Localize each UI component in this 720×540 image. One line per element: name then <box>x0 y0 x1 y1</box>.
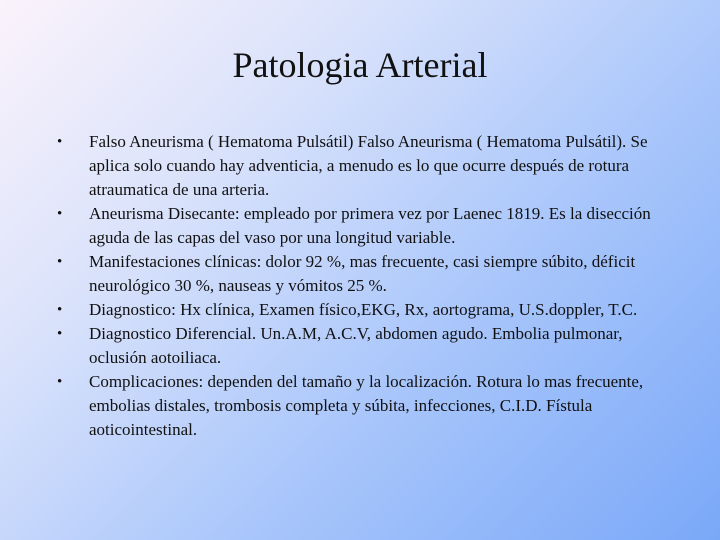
bullet-list <box>56 130 666 442</box>
bullet-point-icon: • <box>57 302 63 318</box>
bullet-text: Falso Aneurisma ( Hematoma Pulsátil) Falso Aneurisma ( Hematoma Pulsátil). Se aplica solo cuando hay adventicia, a menudo es lo que ocurre después de rotura atraumatica de una arteria. <box>89 132 648 199</box>
bullet-text: Manifestaciones clínicas: dolor 92 %, mas frecuente, casi siempre súbito, déficit neurológico 30 %, nauseas y vómitos 25 %. <box>89 252 636 295</box>
bullet-item-1 <box>56 130 666 202</box>
bullet-point-icon: • <box>57 134 63 150</box>
slide-title: Patologia Arterial <box>232 45 488 85</box>
bullet-item-4 <box>56 298 666 322</box>
bullet-point-icon: • <box>57 206 63 222</box>
bullet-point-icon: • <box>57 326 63 342</box>
bullet-item-3 <box>56 250 666 298</box>
bullet-text: Aneurisma Disecante: empleado por primera vez por Laenec 1819. Es la disección aguda de las capas del vaso por una longitud variable. <box>89 204 651 247</box>
bullet-item-2 <box>56 202 666 250</box>
bullet-item-6 <box>56 370 666 442</box>
bullet-text: Complicaciones: dependen del tamaño y la localización. Rotura lo mas frecuente, embolias distales, trombosis completa y súbita, infecciones, C.I.D. Fístula aoticointestinal. <box>89 372 644 439</box>
bullet-point-icon: • <box>57 254 63 270</box>
bullet-text: Diagnostico: Hx clínica, Examen físico,EKG, Rx, aortograma, U.S.doppler, T.C. <box>89 300 638 319</box>
bullet-text: Diagnostico Diferencial. Un.A.M, A.C.V, abdomen agudo. Embolia pulmonar, oclusión aotoiliaca. <box>89 324 623 367</box>
bullet-point-icon: • <box>57 374 63 390</box>
bullet-item-5 <box>56 322 666 370</box>
